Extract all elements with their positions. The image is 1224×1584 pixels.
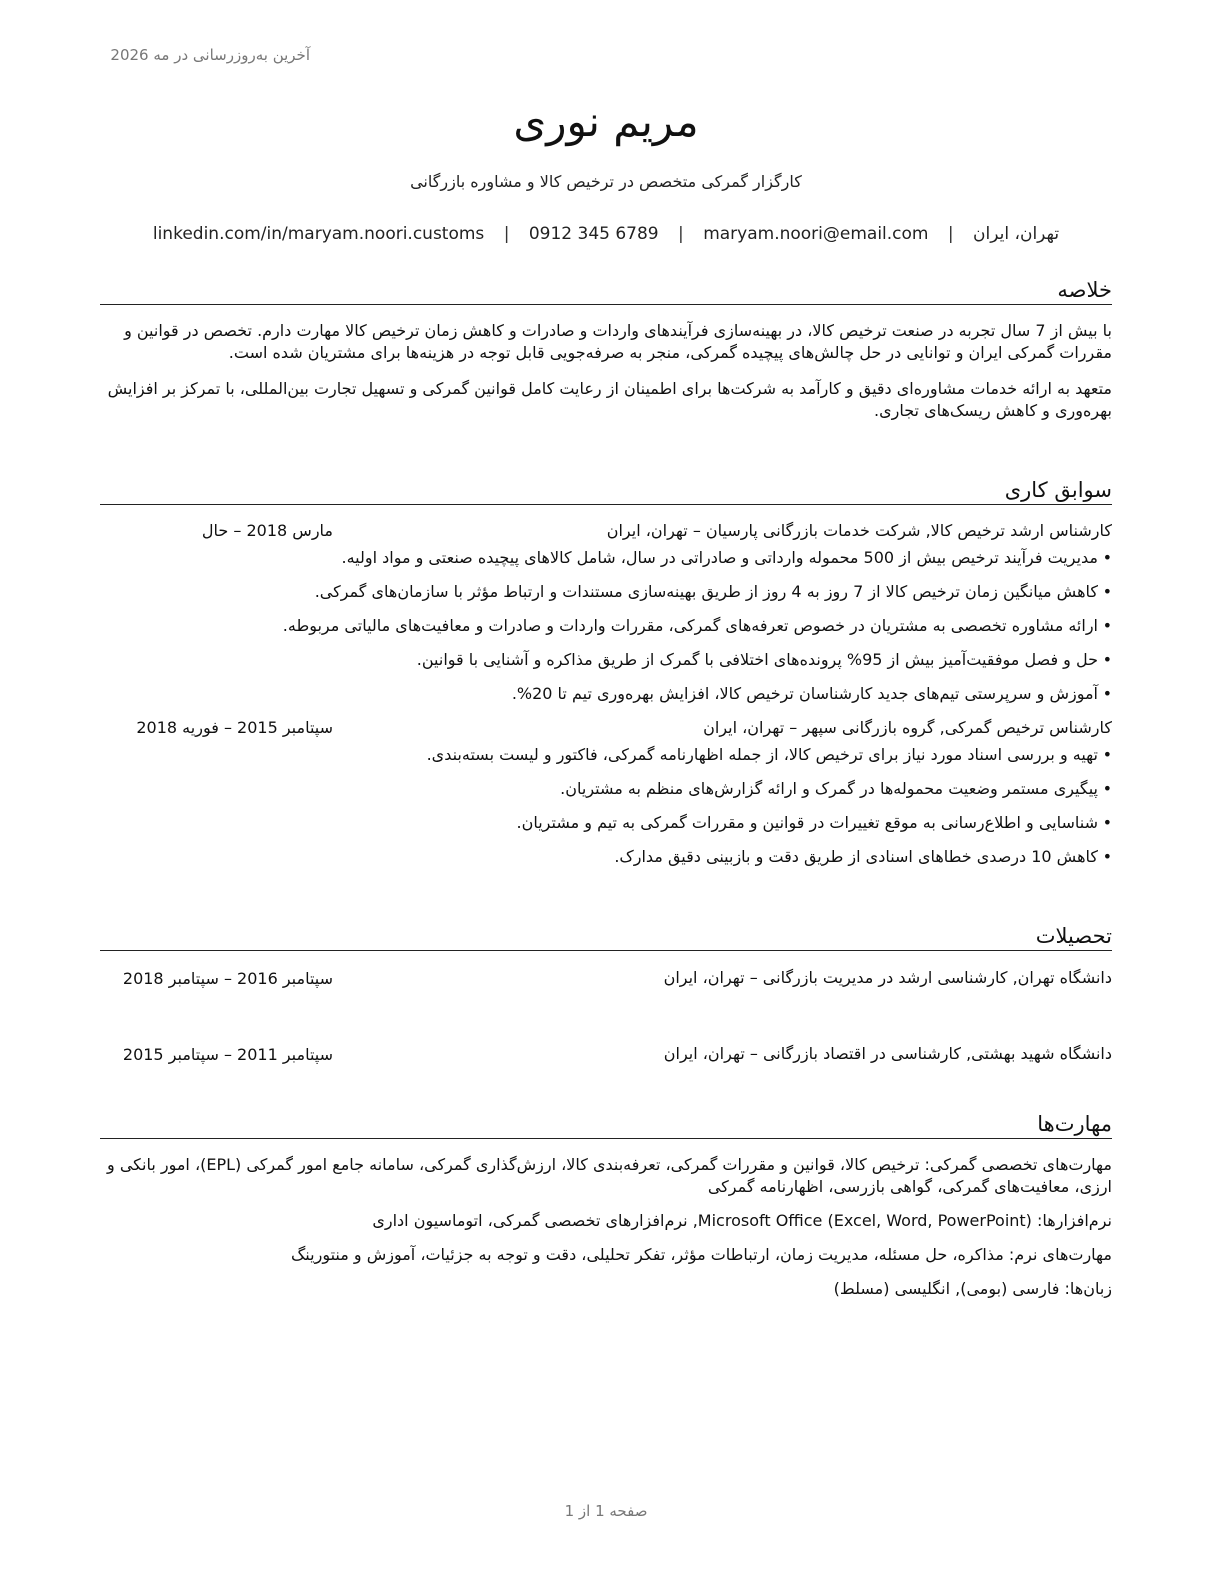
- page-number: صفحه 1 از 1: [564, 1502, 648, 1520]
- candidate-tagline: کارگزار گمرکی متخصص در ترخیص کالا و مشاوره بازرگانی: [410, 172, 802, 191]
- contact-linkedin[interactable]: linkedin.com/in/maryam.noori.customs: [152, 224, 485, 244]
- contact-separator: |: [503, 224, 510, 244]
- job-title: کارشناس ترخیص گمرکی, گروه بازرگانی سپهر – تهران، ایران: [703, 718, 1112, 737]
- contact-email[interactable]: maryam.noori@email.com: [703, 224, 929, 244]
- job-bullets: [100, 547, 1112, 705]
- contact-line: [100, 224, 1112, 244]
- skill-line: مهارت‌های نرم: مذاکره، حل مسئله، مدیریت زمان، ارتباطات مؤثر، تفکر تحلیلی، دقت و توجه به جزئیات، آموزش و منتورینگ: [290, 1245, 1112, 1264]
- education-dates: سپتامبر 2016 – سپتامبر 2018: [122, 969, 333, 988]
- job-bullet: •کاهش 10 درصدی خطاهای اسنادی از طریق دقت و بازبینی دقیق مدارک.: [614, 847, 1112, 866]
- job-header: [100, 520, 1112, 542]
- job-bullet: •حل و فصل موفقیت‌آمیز بیش از 95% پرونده‌های اختلافی با گمرک از طریق مذاکره و آشنایی با قوانین.: [416, 650, 1112, 669]
- job-bullet: •ارائه مشاوره تخصصی به مشتریان در خصوص تعرفه‌های گمرکی، مقررات واردات و صادرات و معافیت‌های مالیاتی مربوطه.: [282, 616, 1112, 635]
- resume-page: [100, 0, 1112, 1584]
- job-header: [100, 717, 1112, 739]
- contact-separator: |: [947, 224, 954, 244]
- job-bullet: •مدیریت فرآیند ترخیص بیش از 500 محموله وارداتی و صادراتی در سال، شامل کالاهای پیچیده صنعتی و مواد اولیه.: [341, 548, 1112, 567]
- job-bullet: •کاهش میانگین زمان ترخیص کالا از 7 روز به 4 روز از طریق بهینه‌سازی مستندات و ارتباط مؤثر با سازمان‌های گمرکی.: [314, 582, 1112, 601]
- skills-section: [100, 1110, 1112, 1312]
- section-heading-experience: سوابق کاری: [100, 476, 1112, 505]
- education-item: [100, 1043, 1112, 1091]
- job-dates: مارس 2018 – حال: [201, 521, 333, 540]
- education-section: [100, 922, 1112, 1091]
- job-title: کارشناس ارشد ترخیص کالا, شرکت خدمات بازرگانی پارسیان – تهران، ایران: [606, 521, 1112, 540]
- summary-section: [100, 276, 1112, 422]
- last-updated-note: آخرین به‌روزرسانی در مه 2026: [110, 46, 310, 64]
- section-heading-summary: خلاصه: [100, 276, 1112, 305]
- summary-paragraph: با بیش از 7 سال تجربه در صنعت ترخیص کالا، در بهینه‌سازی فرآیندهای واردات و صادرات و کاهش زمان ترخیص کالا مهارت دارم. تخصص در قوانین و مقررات گمرکی ایران و توانایی در حل چالش‌های پیچیده گمرکی، منجر به صرفه‌جویی قابل توجه در هزینه‌ها برای مشتریان شده است.: [124, 321, 1112, 362]
- education-item: [100, 967, 1112, 1015]
- contact-separator: |: [678, 224, 684, 244]
- skill-line: نرم‌افزارها: Microsoft Office (Excel, Word, PowerPoint), نرم‌افزارهای تخصصی گمرکی، اتوماسیون اداری: [372, 1211, 1112, 1230]
- summary-paragraph: متعهد به ارائه خدمات مشاوره‌ای دقیق و کارآمد به شرکت‌ها برای اطمینان از رعایت کامل قوانین گمرکی و تسهیل تجارت بین‌المللی، با تمرکز بر افزایش بهره‌وری و کاهش ریسک‌های تجاری.: [107, 379, 1112, 420]
- contact-phone[interactable]: 0912 345 6789: [528, 224, 659, 244]
- experience-section: [100, 476, 1112, 880]
- job-bullet: •شناسایی و اطلاع‌رسانی به موقع تغییرات در قوانین و مقررات گمرکی به تیم و مشتریان.: [516, 813, 1112, 832]
- education-title: دانشگاه شهید بهشتی, کارشناسی در اقتصاد بازرگانی – تهران، ایران: [663, 1044, 1112, 1063]
- skill-line: زبان‌ها: فارسی (بومی), انگلیسی (مسلط): [833, 1279, 1112, 1298]
- skill-line: مهارت‌های تخصصی گمرکی: ترخیص کالا، قوانین و مقررات گمرکی، تعرفه‌بندی کالا، ارزش‌گذاری گمرکی، سامانه جامع امور گمرکی (EPL)، امور بانکی و ارزی، معافیت‌های گمرکی، گواهی بازرسی، اظهارنامه گمرکی: [107, 1155, 1112, 1196]
- candidate-name: مریم نوری: [513, 97, 699, 146]
- education-dates: سپتامبر 2011 – سپتامبر 2015: [122, 1045, 333, 1064]
- section-heading-skills: مهارت‌ها: [100, 1110, 1112, 1139]
- contact-location: تهران، ایران: [973, 224, 1060, 244]
- job-dates: سپتامبر 2015 – فوریه 2018: [136, 718, 333, 737]
- job-bullet: •آموزش و سرپرستی تیم‌های جدید کارشناسان ترخیص کالا، افزایش بهره‌وری تیم تا 20%.: [511, 684, 1112, 703]
- section-heading-education: تحصیلات: [100, 922, 1112, 951]
- job-bullet: •تهیه و بررسی اسناد مورد نیاز برای ترخیص کالا، از جمله اظهارنامه گمرکی، فاکتور و لیست بسته‌بندی.: [426, 745, 1112, 764]
- education-title: دانشگاه تهران, کارشناسی ارشد در مدیریت بازرگانی – تهران، ایران: [663, 968, 1112, 987]
- job-bullets: [100, 744, 1112, 868]
- job-bullet: •پیگیری مستمر وضعیت محموله‌ها در گمرک و ارائه گزارش‌های منظم به مشتریان.: [560, 779, 1112, 798]
